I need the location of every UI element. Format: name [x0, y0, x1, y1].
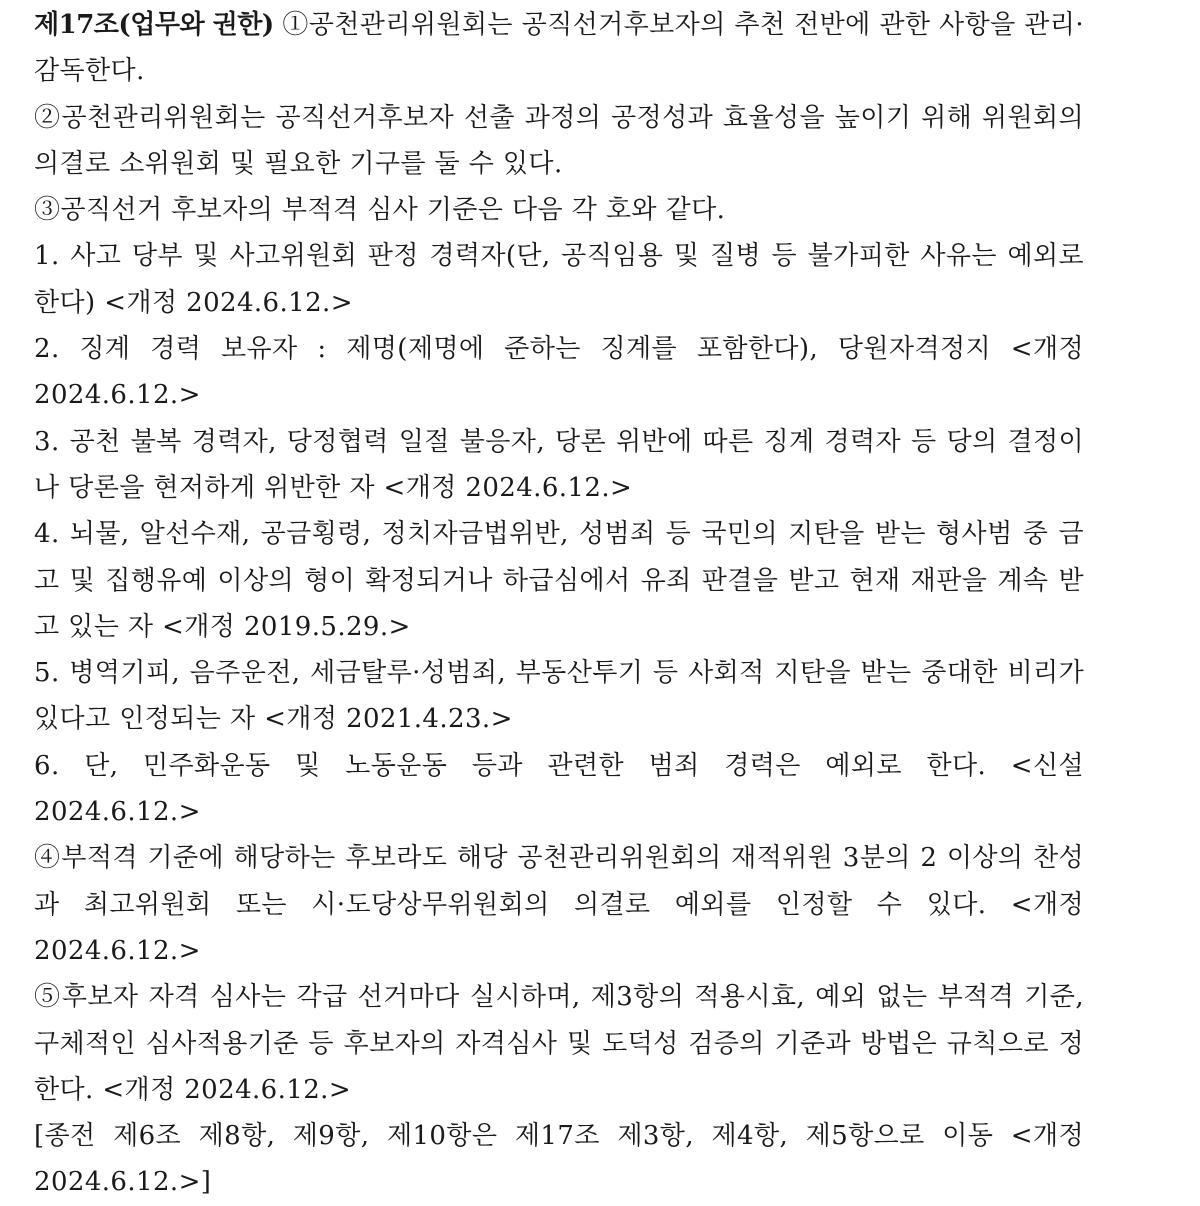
- amendment-note: [종전 제6조 제8항, 제9항, 제10항은 제17조 제3항, 제4항, 제5항으로 이동 <개정 2024.6.12.>]: [34, 1121, 1084, 1198]
- clause-3-item-6: 6. 단, 민주화운동 및 노동운동 등과 관련한 범죄 경력은 예외로 한다. <신설 2024.6.12.>: [34, 750, 1084, 828]
- clause-3-item-2: 2. 징계 경력 보유자 : 제명(제명에 준하는 징계를 포함한다), 당원자격정지 <개정 2024.6.12.>: [34, 334, 1084, 411]
- clause-3-item-5: 5. 병역기피, 음주운전, 세금탈루·성범죄, 부동산투기 등 사회적 지탄을 받는 중대한 비리가 있다고 인정되는 자 <개정 2021.4.23.>: [34, 658, 1084, 735]
- clause-3-item-3: 3. 공천 불복 경력자, 당정협력 일절 불응자, 당론 위반에 따른 징계 경력자 등 당의 결정이나 당론을 현저하게 위반한 자 <개정 2024.6.12.>: [34, 426, 1084, 503]
- article-17-clause-2: ②공천관리위원회는 공직선거후보자 선출 과정의 공정성과 효율성을 높이기 위해 위원회의 의결로 소위원회 및 필요한 기구를 둘 수 있다.: [34, 102, 1084, 179]
- clause-3-item-1: 1. 사고 당부 및 사고위원회 판정 경력자(단, 공직임용 및 질병 등 불가피한 사유는 예외로 한다) <개정 2024.6.12.>: [34, 241, 1084, 318]
- article-17-clause-3: ③공직선거 후보자의 부적격 심사 기준은 다음 각 호와 같다.: [34, 195, 726, 226]
- clause-3-item-4: 4. 뇌물, 알선수재, 공금횡령, 정치자금법위반, 성범죄 등 국민의 지탄을 받는 형사범 중 금고 및 집행유예 이상의 형이 확정되거나 하급심에서 유죄 판결을 받고 현재 재판을 계속 받고 있는 자 <개정 2019.5.29.>: [34, 519, 1084, 642]
- article-17-clause-1: [34, 2, 1084, 95]
- article-title: 제17조(업무와 권한): [34, 10, 274, 40]
- article-17-clause-4: ④부적격 기준에 해당하는 후보라도 해당 공천관리위원회의 재적위원 3분의 2 이상의 찬성과 최고위원회 또는 시·도당상무위원회의 의결로 예외를 인정할 수 있다. <개정 2024.6.12.>: [34, 843, 1084, 966]
- clause-1-text: ①공천관리위원회는 공직선거후보자의 추천 전반에 관한 사항을 관리·감독한다.: [34, 10, 1084, 87]
- article-17-clause-5: ⑤후보자 자격 심사는 각급 선거마다 실시하며, 제3항의 적용시효, 예외 없는 부적격 기준, 구체적인 심사적용기준 등 후보자의 자격심사 및 도덕성 검증의 기준과 방법은 규칙으로 정한다. <개정 2024.6.12.>: [34, 982, 1084, 1105]
